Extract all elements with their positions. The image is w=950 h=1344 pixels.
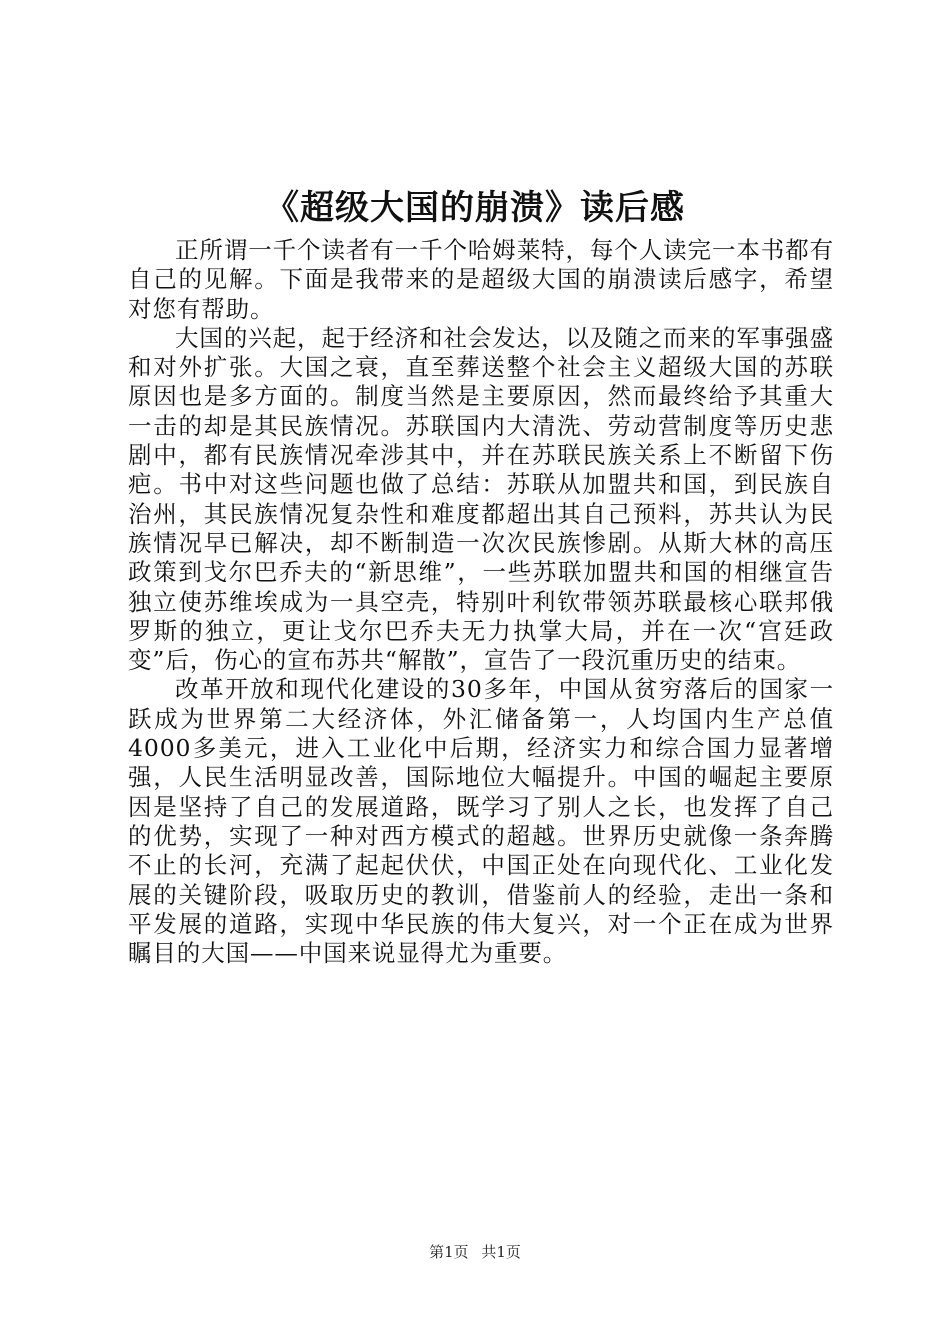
paragraph-china-rise: 改革开放和现代化建设的30多年，中国从贫穷落后的国家一跃成为世界第二大经济体，外汇储备第一，人均国内生产总值4000多美元，进入工业化中后期，经济实力和综合国力显著增强，人民生活明显改善，国际地位大幅提升。中国的崛起主要原因是坚持了自己的发展道路，既学习了别人之长，也发挥了自己的优势，实现了一种对西方模式的超越。世界历史就像一条奔腾不止的长河，充满了起起伏伏，中国正处在向现代化、工业化发展的关键阶段，吸取历史的教训，借鉴前人的经验，走出一条和平发展的道路，实现中华民族的伟大复兴，对一个正在成为世界瞩目的大国——中国来说显得尤为重要。 [128, 675, 834, 968]
document-body [128, 236, 834, 968]
document-title: 《超级大国的崩溃》读后感 [265, 188, 685, 228]
paragraph-soviet-collapse: 大国的兴起，起于经济和社会发达，以及随之而来的军事强盛和对外扩张。大国之衰，直至葬送整个社会主义超级大国的苏联原因也是多方面的。制度当然是主要原因，然而最终给予其重大一击的却是其民族情况。苏联国内大清洗、劳动营制度等历史悲剧中，都有民族情况牵涉其中，并在苏联民族关系上不断留下伤疤。书中对这些问题也做了总结：苏联从加盟共和国，到民族自治州，其民族情况复杂性和难度都超出其自己预料，苏共认为民族情况早已解决，却不断制造一次次民族惨剧。从斯大林的高压政策到戈尔巴乔夫的“新思维”，一些苏联加盟共和国的相继宣告独立使苏维埃成为一具空壳，特别叶利钦带领苏联最核心联邦俄罗斯的独立，更让戈尔巴乔夫无力执掌大局，并在一次“宫廷政变”后，伤心的宣布苏共“解散”，宣告了一段沉重历史的结束。 [128, 323, 834, 675]
paragraph-intro: 正所谓一千个读者有一千个哈姆莱特，每个人读完一本书都有自己的见解。下面是我带来的是超级大国的崩溃读后感字，希望对您有帮助。 [128, 236, 834, 323]
page-total: 共1页 [481, 1243, 521, 1261]
page-number: 第1页 [429, 1243, 469, 1261]
page-footer [0, 1242, 950, 1262]
